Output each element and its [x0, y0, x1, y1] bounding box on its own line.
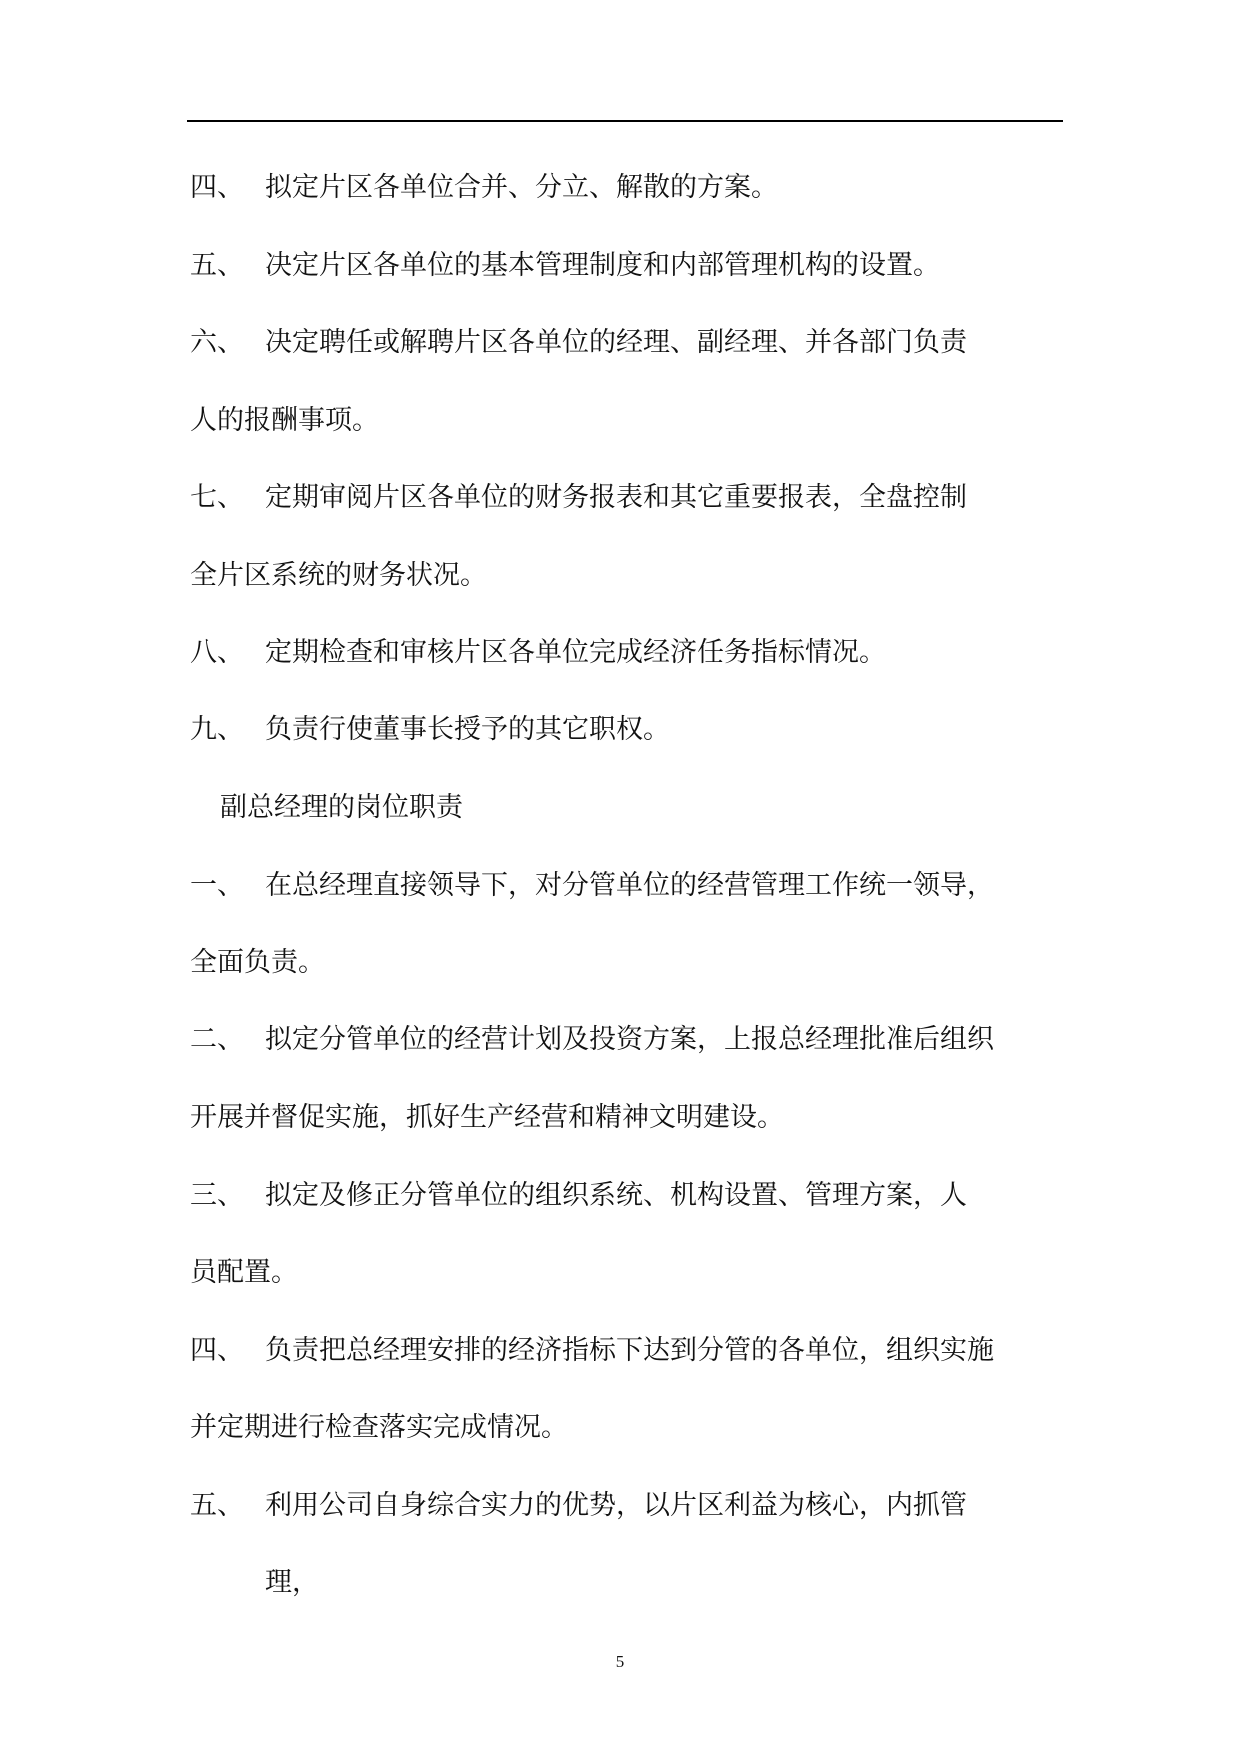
item-number: 八、	[190, 637, 244, 668]
item-number: 九、	[190, 714, 244, 745]
item-continuation-text: 理，	[265, 1567, 319, 1598]
item-text: 拟定及修正分管单位的组织系统、机构设置、管理方案，人	[265, 1180, 967, 1211]
item-continuation-text: 全片区系统的财务状况。	[190, 560, 487, 591]
item-number: 二、	[190, 1024, 244, 1055]
item-number: 四、	[190, 1335, 244, 1366]
item-text: 利用公司自身综合实力的优势，以片区利益为核心，内抓管	[265, 1490, 967, 1521]
item-text: 在总经理直接领导下，对分管单位的经营管理工作统一领导，	[265, 870, 994, 901]
item-number: 七、	[190, 482, 244, 513]
item-continuation-text: 全面负责。	[190, 947, 325, 978]
item-number: 五、	[190, 1490, 244, 1521]
item-text: 决定片区各单位的基本管理制度和内部管理机构的设置。	[265, 250, 940, 281]
item-number: 五、	[190, 250, 244, 281]
item-text: 定期审阅片区各单位的财务报表和其它重要报表，全盘控制	[265, 482, 967, 513]
item-text: 拟定片区各单位合并、分立、解散的方案。	[265, 172, 778, 203]
item-number: 四、	[190, 172, 244, 203]
page-number: 5	[615, 1652, 625, 1671]
item-text: 定期检查和审核片区各单位完成经济任务指标情况。	[265, 637, 886, 668]
item-text: 负责把总经理安排的经济指标下达到分管的各单位，组织实施	[265, 1335, 994, 1366]
item-text: 拟定分管单位的经营计划及投资方案，上报总经理批准后组织	[265, 1024, 994, 1055]
item-number: 三、	[190, 1180, 244, 1211]
item-continuation-text: 人的报酬事项。	[190, 405, 379, 436]
item-continuation-text: 并定期进行检查落实完成情况。	[190, 1412, 568, 1443]
header-rule	[187, 120, 1063, 122]
item-text: 决定聘任或解聘片区各单位的经理、副经理、并各部门负责	[265, 327, 967, 358]
item-number: 六、	[190, 327, 244, 358]
item-text: 负责行使董事长授予的其它职权。	[265, 714, 670, 745]
item-continuation-text: 员配置。	[190, 1257, 298, 1288]
item-number: 一、	[190, 870, 244, 901]
item-continuation-text: 开展并督促实施，抓好生产经营和精神文明建设。	[190, 1102, 784, 1133]
section-heading-text: 副总经理的岗位职责	[220, 792, 463, 823]
